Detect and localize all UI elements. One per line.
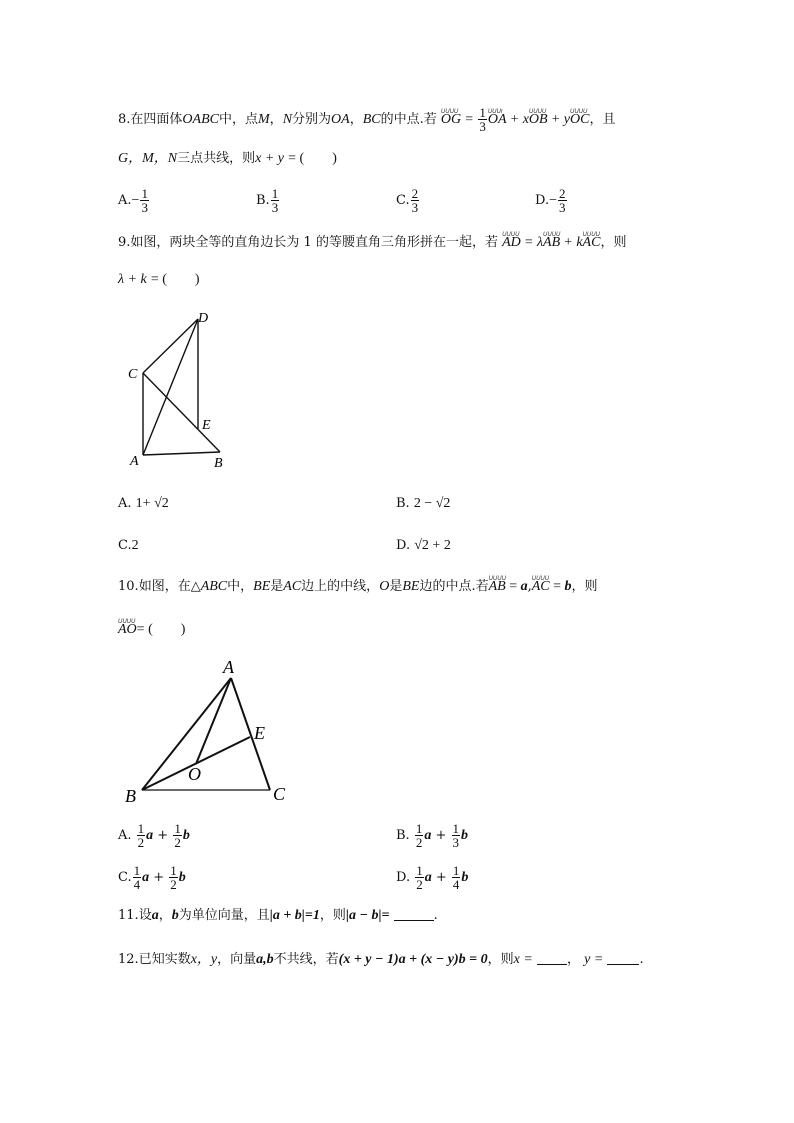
q8-fraction bbox=[478, 106, 487, 133]
coef-b bbox=[169, 864, 178, 891]
q8-text: 中，点 bbox=[218, 112, 258, 127]
label-c: C bbox=[273, 784, 286, 804]
q9-text: 如图，两块全等的直角边长为 1 的等腰直角三角形拼在一起，若 bbox=[130, 235, 498, 250]
vector-ac: UUUU AC bbox=[583, 233, 601, 253]
coef-b bbox=[452, 822, 461, 849]
option-fraction bbox=[271, 187, 280, 214]
vector-ab: UUUU AB bbox=[489, 577, 506, 597]
denominator: 3 bbox=[271, 200, 279, 215]
vector-b: b bbox=[461, 828, 468, 843]
numerator: 1 bbox=[170, 863, 177, 878]
vector-b: b bbox=[171, 908, 179, 923]
vector-ob: UUUU OB bbox=[529, 110, 548, 130]
q10-text: 边的中点.若 bbox=[419, 579, 489, 594]
edge-cd bbox=[143, 319, 198, 373]
vector-b: b bbox=[564, 579, 572, 594]
q10-line1: 10.如图，在△ABC中，BE是AC边上的中线，O是BE边的中点.若UUUU AB = a,UUUU AC = b，则 bbox=[118, 577, 598, 597]
denominator: 2 bbox=[416, 877, 423, 892]
label-c: C bbox=[128, 367, 138, 382]
numerator: 1 bbox=[133, 863, 141, 878]
x-equals: x = bbox=[513, 952, 533, 967]
q11-expression: |a − b|= bbox=[345, 908, 390, 923]
q12-equation: (x + y − 1)a + (x − y)b = 0 bbox=[338, 952, 488, 967]
q10-text: ，则 bbox=[571, 579, 598, 594]
q10-var: ABC bbox=[200, 579, 228, 594]
q10-var: BE bbox=[402, 579, 420, 594]
q9-line1: 9.如图，两块全等的直角边长为 1 的等腰直角三角形拼在一起，若 UUUU AD = λUUUU AB + kUUUU AC，则 bbox=[118, 233, 626, 253]
q8-var: OABC bbox=[182, 112, 219, 127]
q8-var: OA bbox=[331, 112, 350, 127]
numerator: 1 bbox=[479, 105, 486, 120]
vector-b: b bbox=[461, 870, 469, 885]
denominator: 3 bbox=[559, 200, 566, 215]
q11-text: 为单位向量，且 bbox=[178, 908, 270, 923]
q9-option-d[interactable] bbox=[396, 536, 451, 556]
answer-blank-y[interactable] bbox=[607, 964, 639, 965]
denominator: 3 bbox=[479, 119, 486, 134]
q9-expr: λ + k bbox=[118, 272, 147, 287]
option-label: B. bbox=[256, 193, 270, 208]
q12-text: 已知实数 bbox=[138, 952, 191, 967]
q12-vars: x，y bbox=[190, 952, 218, 967]
edge-ba bbox=[142, 678, 231, 790]
option-value: √2 + 2 bbox=[414, 538, 451, 553]
q10-text: 如图，在△ bbox=[138, 579, 201, 594]
q10-option-d[interactable]: D. $\frac{1}{2}$ a + $\frac{1}{4}$ b bbox=[396, 863, 469, 892]
q12-text: ，向量 bbox=[217, 952, 257, 967]
denominator: 2 bbox=[415, 835, 423, 850]
q12-text: ，则 bbox=[487, 952, 514, 967]
denominator: 3 bbox=[452, 835, 459, 850]
coef-a bbox=[133, 864, 142, 891]
q8-option-a[interactable] bbox=[118, 187, 150, 214]
coef-a bbox=[415, 864, 424, 891]
option-value: 2 bbox=[131, 538, 139, 553]
numerator: 1 bbox=[416, 863, 423, 878]
numerator: 1 bbox=[452, 821, 459, 836]
label-o: O bbox=[188, 764, 201, 784]
denominator: 3 bbox=[411, 200, 419, 215]
numerator: 1 bbox=[271, 186, 279, 201]
label-d: D bbox=[198, 311, 209, 326]
var-y: y bbox=[563, 112, 570, 127]
edge-cb bbox=[143, 373, 220, 452]
vector-oa: UUUr OA bbox=[488, 110, 507, 130]
q10-text: 是 bbox=[270, 579, 284, 594]
vector-og: UUUU OG bbox=[441, 110, 461, 130]
option-value: 1+ √2 bbox=[135, 496, 169, 511]
coef-b bbox=[173, 822, 182, 849]
q9-text: ，则 bbox=[600, 235, 627, 250]
q8-text: 在四面体 bbox=[130, 112, 183, 127]
vector-a: a bbox=[424, 828, 432, 843]
q8-var: M bbox=[258, 112, 270, 127]
option-label: A. bbox=[118, 496, 132, 511]
vector-oc: UUUU OC bbox=[570, 110, 589, 130]
option-label: D. bbox=[396, 870, 411, 885]
numerator: 1 bbox=[174, 821, 181, 836]
plus-sign: + bbox=[510, 112, 519, 127]
period: . bbox=[639, 952, 644, 967]
edge-ao bbox=[196, 678, 231, 764]
q10-option-b[interactable]: B. $\frac{1}{2}$ a + $\frac{1}{3}$ b bbox=[396, 821, 468, 850]
var-k: k bbox=[576, 235, 583, 250]
q11-text: ，则 bbox=[319, 908, 346, 923]
answer-blank[interactable] bbox=[394, 920, 434, 921]
option-label: D. bbox=[535, 193, 550, 208]
q11-number: 11. bbox=[118, 908, 139, 923]
vector-ao: UUUU AO bbox=[118, 620, 137, 640]
q8-option-c[interactable] bbox=[396, 187, 420, 214]
vector-b: b bbox=[182, 828, 190, 843]
coef-a bbox=[415, 822, 424, 849]
q10-option-a[interactable]: A. $\frac{1}{2}$ a + $\frac{1}{2}$ b bbox=[118, 821, 190, 850]
q11-text: 设 bbox=[138, 908, 152, 923]
q8-var: N bbox=[282, 112, 293, 127]
q12-line bbox=[118, 950, 644, 970]
q10-text: 是 bbox=[389, 579, 403, 594]
vector-ab: UUUU AB bbox=[543, 233, 560, 253]
q8-var: BC bbox=[362, 112, 381, 127]
denominator: 2 bbox=[174, 835, 181, 850]
sign: − bbox=[131, 193, 140, 208]
period: . bbox=[433, 908, 438, 923]
q9-figure bbox=[120, 305, 240, 475]
vector-a: a bbox=[424, 870, 432, 885]
vector-a: a bbox=[520, 579, 528, 594]
option-label: A. bbox=[118, 828, 132, 843]
q9-option-c[interactable] bbox=[118, 536, 139, 556]
equals-sign: = bbox=[465, 112, 474, 127]
q9-number: 9. bbox=[118, 235, 131, 250]
option-label: C. bbox=[118, 538, 132, 553]
q8-points: G，M，N bbox=[118, 151, 178, 166]
answer-paren: = ( ) bbox=[136, 622, 186, 637]
numerator: 2 bbox=[559, 186, 566, 201]
numerator: 1 bbox=[141, 186, 148, 201]
label-e: E bbox=[254, 723, 265, 743]
q12-vectors: a,b bbox=[256, 952, 274, 967]
denominator: 2 bbox=[137, 835, 145, 850]
denominator: 2 bbox=[170, 877, 177, 892]
q8-number: 8. bbox=[118, 112, 131, 127]
q9-line2 bbox=[118, 270, 200, 290]
coef-a bbox=[137, 822, 146, 849]
sign: − bbox=[549, 193, 557, 208]
vector-ad: UUUU AD bbox=[502, 233, 521, 253]
q10-text: 中， bbox=[227, 579, 254, 594]
label-e: E bbox=[202, 418, 211, 433]
vector-a: a bbox=[151, 908, 159, 923]
q8-line2 bbox=[118, 149, 337, 169]
q8-text: 三点共线，则 bbox=[177, 151, 256, 166]
option-label: B. bbox=[396, 496, 410, 511]
q8-text: 分别为 bbox=[292, 112, 332, 127]
plus-sign: + bbox=[551, 112, 560, 127]
option-label: A. bbox=[118, 193, 132, 208]
option-value: 2 − √2 bbox=[413, 496, 451, 511]
vector-a: a bbox=[142, 870, 150, 885]
q10-var: BE bbox=[253, 579, 271, 594]
answer-paren: = ( ) bbox=[150, 272, 200, 287]
q10-number: 10. bbox=[118, 579, 139, 594]
q8-option-b[interactable] bbox=[256, 187, 280, 214]
denominator: 4 bbox=[452, 877, 460, 892]
vector-b: b bbox=[178, 870, 186, 885]
option-label: C. bbox=[118, 870, 132, 885]
q9-option-a[interactable] bbox=[118, 494, 169, 514]
q8-text: ，且 bbox=[589, 112, 616, 127]
label-a: A bbox=[130, 454, 139, 469]
answer-paren: = ( ) bbox=[288, 151, 337, 166]
vector-ac: UUUU AC bbox=[532, 577, 550, 597]
q10-figure bbox=[120, 655, 310, 815]
label-a: A bbox=[223, 657, 234, 677]
q8-option-d[interactable] bbox=[535, 187, 568, 214]
label-b: B bbox=[125, 786, 136, 806]
edge-ab bbox=[143, 452, 220, 455]
q11-condition: |a + b|=1 bbox=[269, 908, 320, 923]
var-lambda: λ bbox=[536, 235, 544, 250]
q12-text: 不共线，若 bbox=[273, 952, 339, 967]
q8-text: 的中点.若 bbox=[380, 112, 437, 127]
denominator: 4 bbox=[133, 877, 141, 892]
q10-text: 边上的中线， bbox=[301, 579, 380, 594]
denominator: 3 bbox=[141, 200, 148, 215]
option-fraction bbox=[140, 187, 149, 214]
q11-line bbox=[118, 906, 438, 926]
vector-a: a bbox=[146, 828, 154, 843]
option-label: D. bbox=[396, 538, 411, 553]
numerator: 1 bbox=[452, 863, 460, 878]
label-b: B bbox=[214, 456, 223, 471]
coef-b bbox=[452, 864, 461, 891]
option-fraction bbox=[558, 187, 567, 214]
option-label: C. bbox=[396, 193, 410, 208]
q10-option-c[interactable]: C. $\frac{1}{4}$ a + $\frac{1}{2}$ b bbox=[118, 863, 186, 892]
q8-line1: 8.在四面体OABC中，点M，N分别为OA，BC的中点.若 UUUU OG = $\frac{1}{3}$ UUUr OA + xUUUU OB + yUUUU OC，且 bbox=[118, 106, 615, 133]
q8-expr: x + y bbox=[255, 151, 285, 166]
separator: ， bbox=[158, 908, 172, 923]
y-equals: y = bbox=[584, 952, 604, 967]
numerator: 1 bbox=[415, 821, 423, 836]
separator: ， bbox=[566, 952, 580, 967]
option-label: B. bbox=[396, 828, 410, 843]
q12-number: 12. bbox=[118, 952, 139, 967]
answer-blank-x[interactable] bbox=[537, 964, 567, 965]
q10-var: O bbox=[379, 579, 390, 594]
numerator: 1 bbox=[137, 821, 145, 836]
q10-var: AC bbox=[283, 579, 302, 594]
edge-ad bbox=[143, 319, 198, 455]
q10-line2 bbox=[118, 620, 185, 640]
q9-option-b[interactable] bbox=[396, 494, 450, 514]
option-fraction bbox=[411, 187, 420, 214]
var-x: x bbox=[522, 112, 529, 127]
numerator: 2 bbox=[411, 186, 419, 201]
